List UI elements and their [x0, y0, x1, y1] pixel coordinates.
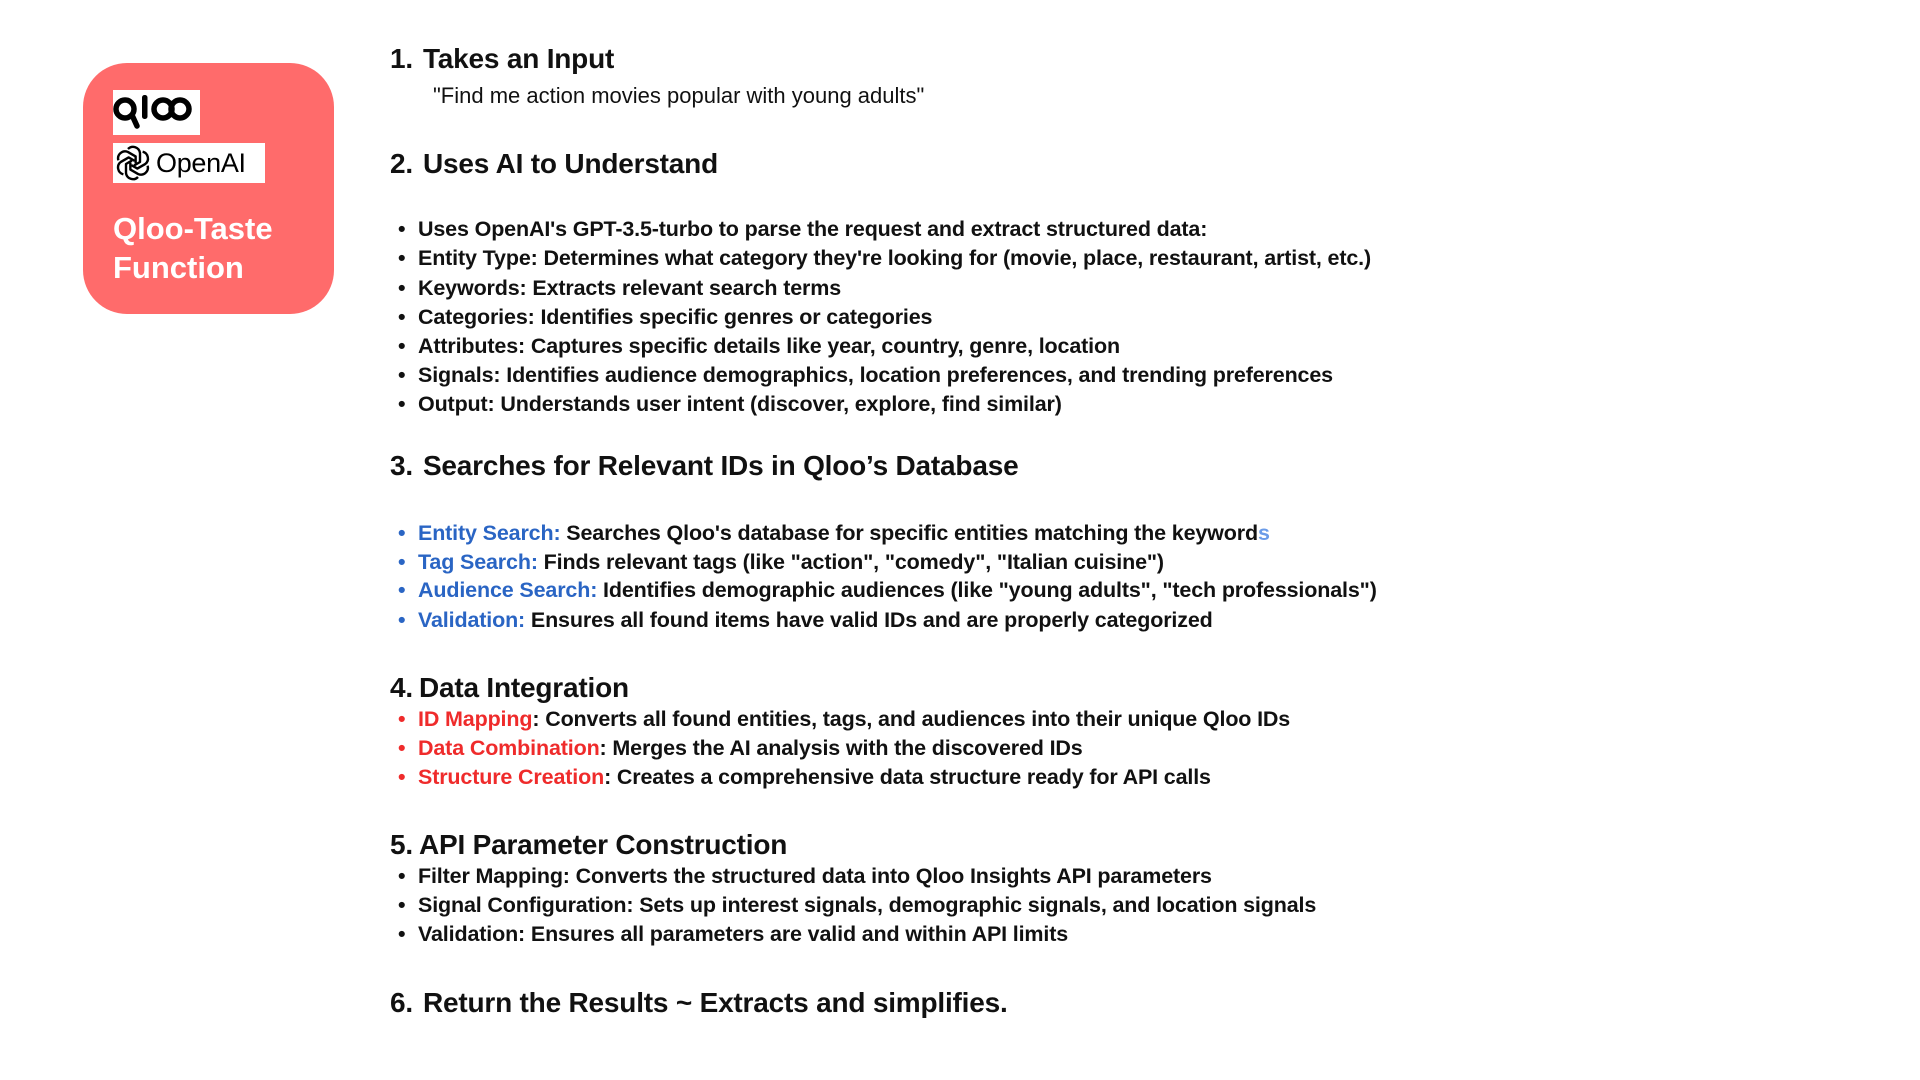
list-item-text: Uses OpenAI's GPT-3.5-turbo to parse the request and extract structured data:: [418, 217, 1208, 241]
list-item: [398, 303, 932, 331]
bullet-icon: •: [398, 736, 406, 760]
bullet-icon: •: [398, 217, 406, 241]
list-item: [398, 705, 1290, 733]
section-number: 5.: [390, 829, 413, 860]
section-4-heading: [390, 671, 629, 705]
list-item-text: Ensures all found items have valid IDs and are properly categorized: [525, 608, 1213, 632]
list-item-text: Output: Understands user intent (discover, explore, find similar): [418, 392, 1062, 416]
list-item: [398, 244, 1371, 272]
list-item: [398, 606, 1213, 634]
qloo-logo: [113, 90, 200, 135]
section-number: 6.: [390, 987, 413, 1018]
list-item-text: Finds relevant tags (like "action", "comedy", "Italian cuisine"): [537, 550, 1164, 574]
section-number: 2.: [390, 148, 413, 179]
list-item: [398, 390, 1062, 418]
section-6-heading: [390, 986, 1008, 1020]
list-item: [398, 332, 1120, 360]
section-number: 4.: [390, 672, 413, 703]
list-item-tail: s: [1257, 521, 1270, 545]
bullet-icon: •: [398, 246, 406, 270]
list-item: [398, 361, 1333, 389]
list-item-label: Structure Creation: [418, 765, 605, 789]
bullet-icon: •: [398, 707, 406, 731]
list-item-label: Entity Search:: [418, 521, 561, 545]
list-item: [398, 519, 1270, 547]
list-item: [398, 920, 1068, 948]
qloo-logo-icon: [113, 93, 195, 133]
section-number: 3.: [390, 450, 413, 481]
bullet-icon: •: [398, 363, 406, 387]
section-3-heading: [390, 449, 1018, 483]
section-1-heading: [390, 42, 614, 76]
list-item-text: Attributes: Captures specific details like year, country, genre, location: [418, 334, 1120, 358]
bullet-icon: •: [398, 578, 406, 602]
openai-logo: [113, 143, 265, 183]
list-item-text: Filter Mapping: Converts the structured data into Qloo Insights API parameters: [418, 864, 1212, 888]
list-item-text: Validation: Ensures all parameters are valid and within API limits: [418, 922, 1069, 946]
list-item-text: : Creates a comprehensive data structure ready for API calls: [604, 765, 1211, 789]
card-title-line2: Function: [113, 250, 244, 285]
bullet-icon: •: [398, 864, 406, 888]
list-item-text: Keywords: Extracts relevant search terms: [418, 276, 842, 300]
bullet-icon: •: [398, 276, 406, 300]
list-item-text: Identifies demographic audiences (like "young adults", "tech professionals"): [597, 578, 1377, 602]
bullet-icon: •: [398, 392, 406, 416]
card-title: [113, 209, 328, 287]
list-item-text: Entity Type: Determines what category they're looking for (movie, place, restaurant, artist, etc.): [418, 246, 1371, 270]
input-example-quote: "Find me action movies popular with young adults": [433, 83, 925, 108]
bullet-icon: •: [398, 893, 406, 917]
section-title: API Parameter Construction: [418, 829, 788, 860]
list-item-text: : Merges the AI analysis with the discovered IDs: [599, 736, 1083, 760]
list-item: [398, 862, 1212, 890]
list-item-label: Audience Search:: [418, 578, 598, 602]
openai-wordmark: OpenAI: [156, 147, 246, 178]
list-item-text: : Converts all found entities, tags, and audiences into their unique Qloo IDs: [532, 707, 1291, 731]
list-item: [398, 576, 1377, 604]
list-item-label: ID Mapping: [418, 707, 533, 731]
card-title-line1: Qloo-Taste: [113, 211, 273, 246]
bullet-icon: •: [398, 334, 406, 358]
section-title: Return the Results ~ Extracts and simplifies.: [422, 987, 1008, 1018]
list-item: [398, 215, 1207, 243]
bullet-icon: •: [398, 521, 406, 545]
section-2-heading: [390, 147, 718, 181]
function-card: [83, 63, 334, 314]
list-item: [398, 763, 1211, 791]
section-5-heading: [390, 828, 787, 862]
bullet-icon: •: [398, 305, 406, 329]
bullet-icon: •: [398, 922, 406, 946]
list-item-label: Validation:: [418, 608, 526, 632]
list-item: [398, 891, 1316, 919]
bullet-icon: •: [398, 765, 406, 789]
list-item-label: Data Combination: [418, 736, 600, 760]
openai-knot-icon: [114, 144, 152, 182]
section-title: Data Integration: [418, 672, 629, 703]
section-number: 1.: [390, 43, 413, 74]
list-item: [398, 734, 1083, 762]
list-item-text: Categories: Identifies specific genres or categories: [418, 305, 933, 329]
bullet-icon: •: [398, 550, 406, 574]
list-item-text: Signals: Identifies audience demographics, location preferences, and trending preferences: [418, 363, 1333, 387]
section-title: Searches for Relevant IDs in Qloo’s Database: [422, 450, 1019, 481]
list-item-label: Tag Search:: [418, 550, 538, 574]
section-title: Uses AI to Understand: [422, 148, 718, 179]
list-item: [398, 274, 841, 302]
section-title: Takes an Input: [422, 43, 615, 74]
list-item: [398, 548, 1164, 576]
list-item-text: Signal Configuration: Sets up interest signals, demographic signals, and location signals: [418, 893, 1317, 917]
bullet-icon: •: [398, 608, 406, 632]
list-item-text: Searches Qloo's database for specific entities matching the keyword: [560, 521, 1258, 545]
